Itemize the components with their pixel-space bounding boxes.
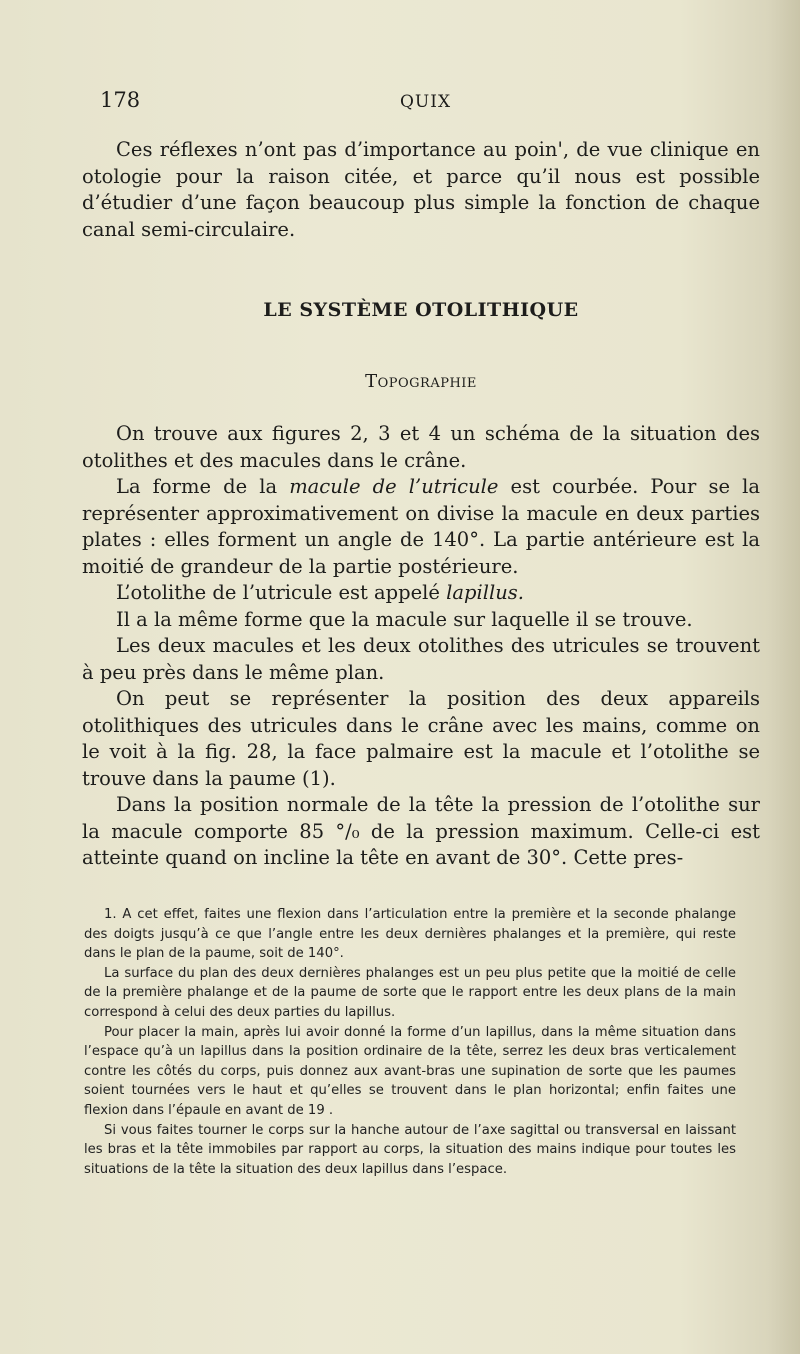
- paragraph-2-start: La forme de la: [116, 475, 290, 498]
- intro-text: [82, 137, 760, 243]
- paragraph-1: On trouve aux figures 2, 3 et 4 un schéma de la situation des otolithes et des macules dans le crâne.: [82, 422, 760, 472]
- paragraph-3: [82, 580, 760, 607]
- paragraph-4: Il a la même forme que la macule sur laquelle il se trouve.: [116, 607, 693, 631]
- subsection-title: Topographie: [365, 371, 477, 392]
- paragraph-6: On peut se représenter la position des deux appareils otolithiques des utricules dans le crâne avec les mains, comme on le voit à la fig. 28, la face palmaire est la macule et l’otolithe se trouve dans la paume (1).: [82, 687, 760, 790]
- footnote-4: Si vous faites tourner le corps sur la hanche autour de l’axe sagittal ou transversal en laissant les bras et la tête immobiles par rapport au corps, la situation des mains indique pour toutes les situations de la tête la situation des deux lapillus dans l’espace.: [84, 1122, 736, 1177]
- paragraph-2: [82, 474, 760, 580]
- section-title: LE SYSTÈME OTOLITHIQUE: [263, 299, 579, 321]
- paragraph-7: Dans la position normale de la tête la pression de l’otolithe sur la macule comporte 85 °/₀ de la pression maximum. Celle-ci est atteinte quand on incline la tête en avant de 30°. Cette pres-: [82, 793, 760, 869]
- intro-paragraph: Ces réflexes n’ont pas d’importance au poin', de vue clinique en otologie pour la raison citée, et parce qu’il nous est possible d’étudier d’une façon beaucoup plus simple la fonction de chaque canal semi-circulaire.: [82, 138, 760, 241]
- page-number: 178: [100, 88, 141, 112]
- paragraph-3-term: lapillus.: [446, 581, 524, 604]
- footnote-1: 1. A cet effet, faites une flexion dans l’articulation entre la première et la seconde phalange des doigts jusqu’à ce que l’angle entre les deux dernières phalanges et la première, qui reste dans le plan de la paume, soit de 140°.: [84, 907, 736, 962]
- paragraph-3-start: L’otolithe de l’utricule est appelé: [116, 581, 447, 604]
- paragraph-5: Les deux macules et les deux otolithes des utricules se trouvent à peu près dans le même plan.: [82, 634, 760, 684]
- footnote-3: Pour placer la main, après lui avoir donné la forme d’un lapillus, dans la même situation dans l’espace qu’à un lapillus dans la position ordinaire de la tête, serrez les deux bras verticalement contre les côtés du corps, puis donnez aux avant-bras une supination de sorte que les paumes soient tournées vers le haut et qu’elles se trouvent dans le plan horizontal; enfin faites une flexion dans l’épaule en avant de 19 .: [84, 1024, 736, 1118]
- paragraph-2-term: macule de l’utricule: [289, 475, 499, 498]
- running-head: QUIX: [400, 92, 452, 112]
- footnote-2: La surface du plan des deux dernières phalanges est un peu plus petite que la moitié de celle de la première phalange et de la paume de sorte que le rapport entre les deux plans de la main correspond à celui des deux parties du lapillus.: [84, 965, 736, 1020]
- paragraph-2-end: est courbée. Pour se la représenter approximativement on divise la macule en deux parties plates : elles forment un angle de 140°. La partie antérieure est la moitié de grandeur de la partie postérieure.: [82, 475, 760, 578]
- main-text: [82, 421, 760, 872]
- footnotes: [84, 905, 736, 1179]
- page-header: [100, 88, 760, 118]
